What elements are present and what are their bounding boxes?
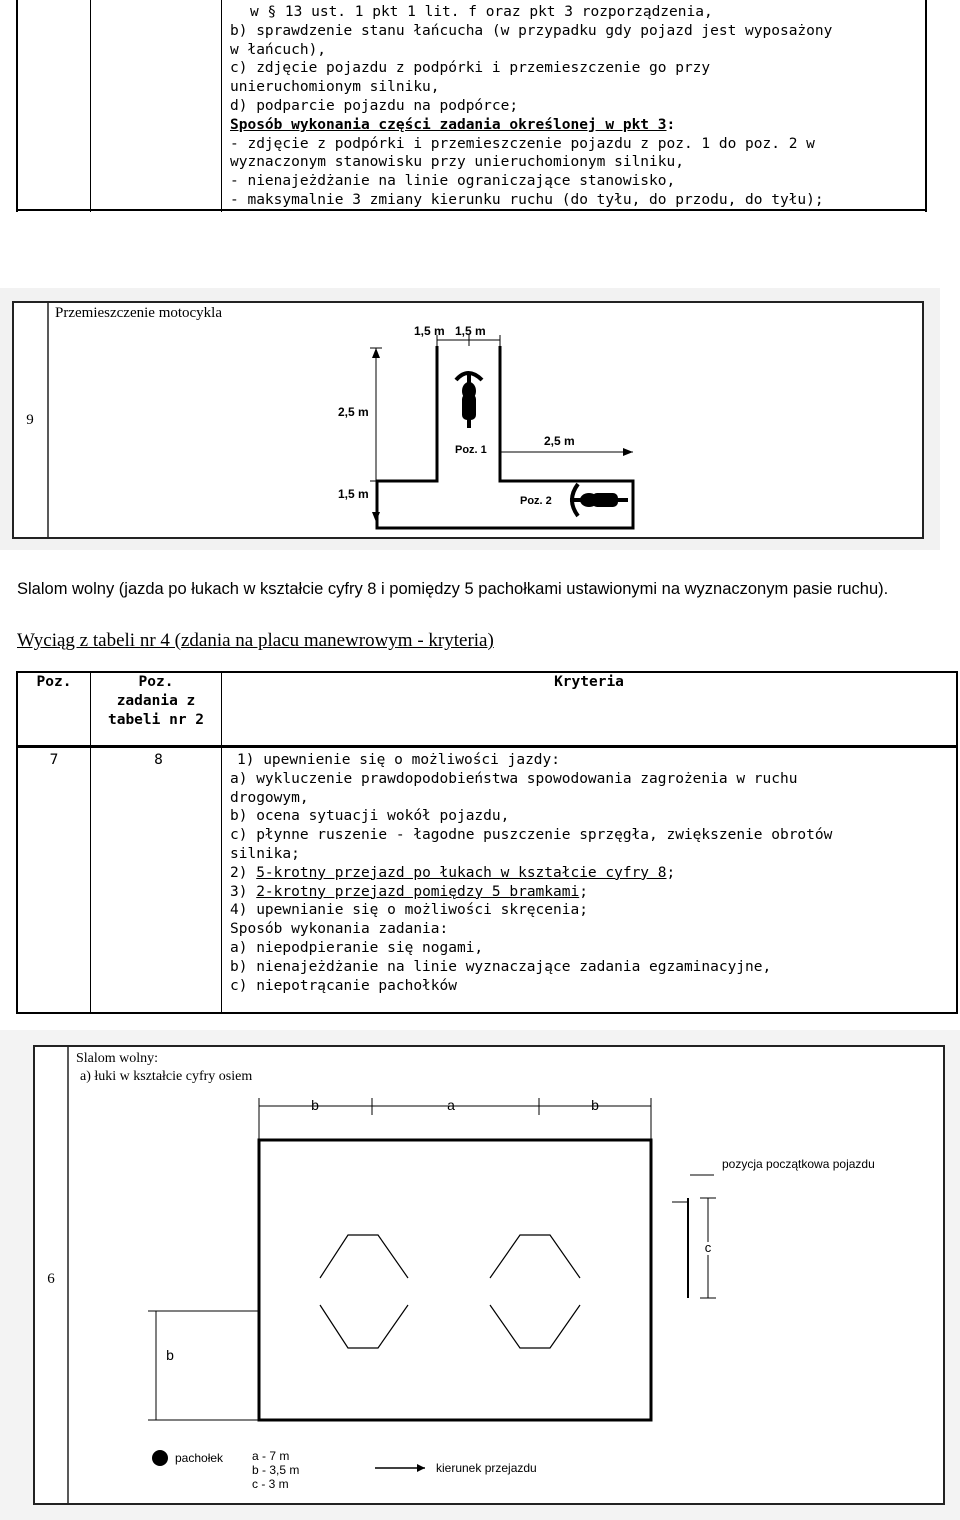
table-border <box>221 0 222 212</box>
method-heading <box>230 116 920 135</box>
dimension-label-b: b <box>591 1097 599 1113</box>
table-border <box>16 1012 958 1014</box>
table-border <box>16 745 958 748</box>
dimension-label: 1,5 m <box>338 487 369 501</box>
legend-a: a - 7 m <box>252 1449 290 1463</box>
criteria-line <box>230 883 950 902</box>
excerpt-heading: Wyciąg z tabeli nr 4 (zdania na placu manewrowym - kryteria) <box>17 630 494 651</box>
dimension-label: 1,5 m <box>414 324 445 338</box>
cell-task-position: 8 <box>154 752 163 768</box>
start-position-label: pozycja początkowa pojazdu <box>722 1157 875 1171</box>
criteria-line <box>230 770 950 789</box>
table-border <box>16 671 18 1014</box>
criteria-text: c) płynne ruszenie - łagodne puszczenie sprzęgła, zwiększenie obrotów <box>230 827 833 844</box>
table-border <box>90 0 91 212</box>
text-line: - maksymalnie 3 zmiany kierunku ruchu (do tyłu, do przodu, do tyłu); <box>230 191 824 208</box>
criteria-text: ; <box>579 883 588 900</box>
table-border <box>221 671 222 1014</box>
criteria-line <box>230 845 950 864</box>
legend-b: b - 3,5 m <box>252 1463 300 1477</box>
diagram-title: Slalom wolny: <box>76 1051 159 1066</box>
diagram-subtitle: a) łuki w kształcie cyfry osiem <box>80 1069 253 1084</box>
criteria-line <box>230 939 950 958</box>
text-line: d) podparcie pojazdu na podpórce; <box>230 97 519 114</box>
header-line: zadania z <box>116 692 196 709</box>
criteria-line <box>230 789 950 808</box>
motorcycle-movement-diagram <box>0 288 940 550</box>
criteria-text: 4) upewnianie się o możliwości skręcenia; <box>230 902 588 919</box>
text-line: - zdjęcie z podpórki i przemieszczenie pojazdu z poz. 1 do poz. 2 w <box>230 135 815 152</box>
criteria-text: b) nienajeżdżanie na linie wyznaczające zadania egzaminacyjne, <box>230 958 772 975</box>
text-line: b) sprawdzenie stanu łańcucha (w przypadku gdy pojazd jest wyposażony <box>230 22 833 39</box>
table-border <box>956 671 958 1014</box>
criteria-text: c) niepotrącanie pachołków <box>230 977 457 994</box>
header-criteria: Kryteria <box>554 674 624 690</box>
criteria-line <box>230 901 950 920</box>
criteria-line <box>230 977 950 996</box>
criteria-underlined: 2-krotny przejazd pomiędzy 5 bramkami <box>256 883 580 900</box>
dimension-label: 2,5 m <box>544 434 575 448</box>
text-line: w § 13 ust. 1 pkt 1 lit. f oraz pkt 3 rozporządzenia, <box>250 4 713 20</box>
dimension-label-b: b <box>311 1097 319 1113</box>
header-task-position <box>91 673 221 729</box>
criteria-text: a) wykluczenie prawdopodobieństwa spowodowania zagrożenia w ruchu <box>230 770 798 787</box>
legend-c: c - 3 m <box>252 1477 289 1491</box>
text-line: wyznaczonym stanowisku przy unieruchomionym silniku, <box>230 154 684 171</box>
cell-poz: 7 <box>49 752 59 768</box>
header-line: tabeli nr 2 <box>107 711 205 728</box>
slalom-intro: Slalom wolny (jazda po łukach w kształcie cyfry 8 i pomiędzy 5 pachołkami ustawionymi na wyznaczonym pasie ruchu). <box>17 580 889 598</box>
legend-direction-label: kierunek przejazdu <box>436 1461 537 1475</box>
text-line: w łańcuch), <box>230 41 327 58</box>
criteria-underlined: 5-krotny przejazd po łukach w kształcie cyfry 8 <box>256 864 667 881</box>
header-line: Poz. <box>138 674 174 690</box>
text-line: c) zdjęcie pojazdu z podpórki i przemieszczenie go przy <box>230 60 711 77</box>
criteria-text: ; <box>666 864 676 881</box>
criteria-text: Sposób wykonania zadania: <box>230 921 449 938</box>
slalom-diagram <box>0 1030 960 1520</box>
header-poz: Poz. <box>36 674 72 690</box>
method-heading-suffix: : <box>666 116 676 133</box>
criteria-text: 2) <box>230 864 257 881</box>
criteria-line <box>230 807 950 826</box>
criteria-line <box>230 826 950 845</box>
dimension-label: 1,5 m <box>455 324 486 338</box>
dimension-label-a: a <box>447 1097 455 1113</box>
row-number: 6 <box>47 1271 55 1287</box>
position-2-label: Poz. 2 <box>520 495 552 507</box>
criteria-line <box>230 920 950 939</box>
cell-criteria <box>230 751 950 995</box>
criteria-text: silnika; <box>230 845 300 862</box>
table-border <box>16 0 18 212</box>
criteria-text: a) niepodpieranie się nogami, <box>230 939 484 956</box>
table-border <box>925 0 927 212</box>
dimension-label-c: c <box>704 1240 712 1255</box>
dimension-label-b: b <box>166 1347 174 1363</box>
legend-cone-label: pachołek <box>175 1451 224 1465</box>
criteria-text: 1) upewnienie się o możliwości jazdy: <box>237 752 561 768</box>
text-line: - nienajeżdżanie na linie ograniczające stanowisko, <box>230 173 676 190</box>
criteria-text: 3) <box>230 883 257 900</box>
text-line: unieruchomionym silniku, <box>230 79 440 96</box>
criteria-text: b) ocena sytuacji wokół pojazdu, <box>230 808 510 825</box>
criteria-line <box>230 864 950 883</box>
dimension-label: 2,5 m <box>338 405 369 419</box>
criteria-line <box>230 751 950 770</box>
diagram-title: Przemieszczenie motocykla <box>55 305 223 321</box>
row-number: 9 <box>26 412 34 428</box>
cone-icon <box>152 1450 168 1466</box>
top-table-content <box>230 3 920 210</box>
method-heading-text: Sposób wykonania części zadania określonej w pkt 3 <box>230 116 667 133</box>
position-1-label: Poz. 1 <box>455 444 487 456</box>
criteria-text: drogowym, <box>230 789 309 806</box>
criteria-line <box>230 958 950 977</box>
